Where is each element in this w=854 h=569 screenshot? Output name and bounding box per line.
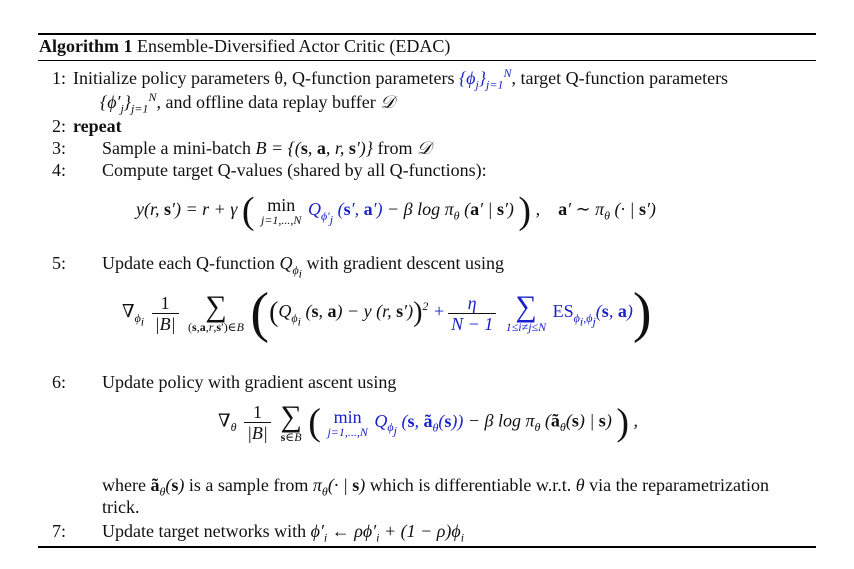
target-q-equation: y(r, s′) = r + γ ( min j=1,...,N $Q_{\phi'_j}$ (s′, a′) − β $\log \pi_\theta$ (a′ | s′) ) , a′ ∼ $\pi_\theta$ (· | s′) [136, 190, 656, 232]
caption-rule [38, 60, 816, 61]
note-text-a: where [102, 475, 146, 495]
note-text-e: trick. [102, 497, 140, 517]
algorithm-title: Ensemble-Diversified Actor Critic (EDAC) [137, 36, 451, 56]
bottom-rule [38, 546, 816, 548]
top-rule [38, 33, 816, 35]
target-params-math: $\{\phi'_j\}_{j=1}^N$ [100, 90, 157, 116]
algorithm-label: Algorithm 1 [39, 36, 133, 56]
target-update-math: $\phi'_i$ ← $\rho\phi'_i + (1 - \rho)\phi_i$ [310, 521, 465, 545]
note-text-d: via the reparametrization [589, 475, 769, 495]
step-1-text: Initialize policy parameters θ, Q-function parameters [73, 68, 455, 88]
policy-equation: $\nabla_\theta$ $\frac{1}{|B|}$ ∑ s∈B ( min j=1,...,N $Q_{\phi_j}$ (s, $ã_\theta(s)) - \beta$ $\log \pi_\theta$ ($ã_\theta(s)$ | s) ) , [218, 399, 638, 444]
minibatch-math: B = {(s, a, r, s′)} [255, 138, 373, 158]
q-function-math: $Q_{\phi_i}$ [279, 253, 302, 280]
note-text-c: which is differentiable w.r.t. [369, 475, 572, 495]
q-params-math: $\{\phi_j\}_{j=1}^N$ [458, 66, 512, 92]
step-3-text: Sample a mini-batch [102, 138, 251, 158]
buffer-symbol: 𝒟 [417, 138, 432, 159]
step-1-text-b: , target Q-function parameters [511, 68, 729, 88]
step-6-text: Update policy with gradient ascent using [102, 372, 397, 392]
step-5-line [102, 253, 504, 280]
step-3-line [102, 138, 431, 159]
buffer-symbol: 𝒟 [380, 92, 395, 113]
sample-math: $ã_\theta(s)$ [150, 475, 185, 499]
step-7-text: Update target networks with [102, 521, 307, 541]
step-5-text-b: with gradient descent using [306, 253, 504, 273]
step-1-text-c: , and offline data replay buffer [156, 92, 376, 112]
step-number: 3: [51, 138, 66, 158]
theta-math: θ [575, 475, 585, 495]
repeat-keyword: repeat [73, 116, 122, 136]
step-7-line [102, 521, 465, 545]
step-5-text: Update each Q-function [102, 253, 275, 273]
note-text-b: is a sample from [188, 475, 309, 495]
step-number: 1: [51, 68, 66, 88]
policy-math: $\pi_\theta(\cdot$ | s) [312, 475, 366, 499]
step-1-line-2 [100, 90, 395, 116]
policy-note-line [102, 475, 769, 499]
step-number: 2: [51, 116, 66, 136]
step-3-text-b: from [377, 138, 413, 158]
step-1-line [73, 66, 729, 92]
step-4-text: Compute target Q-values (shared by all Q-functions): [102, 160, 487, 180]
step-number: 4: [51, 160, 66, 180]
step-number: 7: [51, 521, 66, 541]
q-loss-equation: $\nabla_{\phi_i}$ $\frac{1}{|B|}$ ∑ (s,a,r,s′)∈B (($Q_{\phi_i}$ (s, a) − y (r, s′))$^2$ + $\frac{\eta}{N - 1}$ ∑ 1≤i≠j≤N $ES_{\phi_i,\phi_j}(s$, a)) [122, 282, 652, 344]
step-number: 6: [51, 372, 66, 392]
algorithm-caption [39, 36, 450, 57]
step-number: 5: [51, 253, 66, 273]
